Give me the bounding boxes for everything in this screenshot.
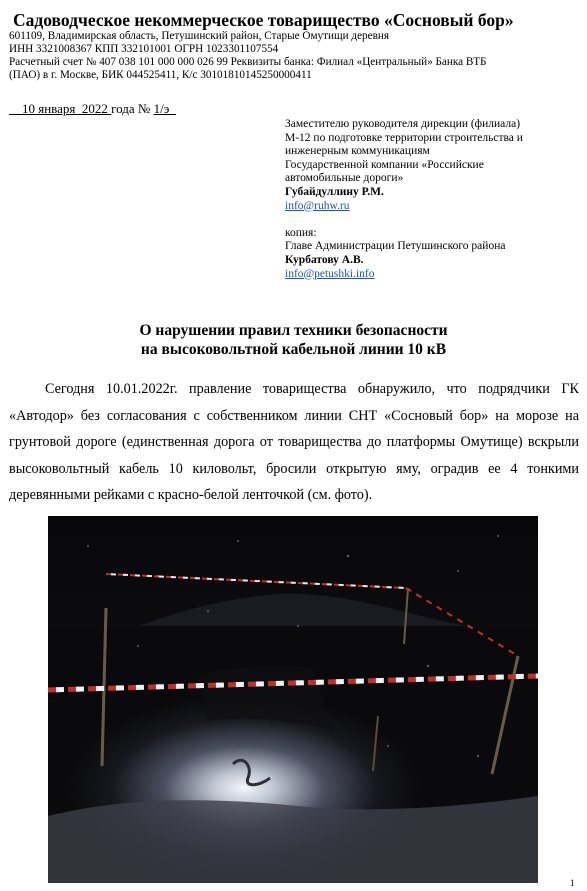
subject-line-2: на высоковольтной кабельной линии 10 кВ [140, 341, 447, 358]
addressee-line-4: Государственной компании «Российские [285, 158, 484, 171]
year-number-label: года № [111, 101, 154, 116]
letter-body-paragraph: Сегодня 10.01.2022г. правление товарищества обнаружило, что подрядчики ГК «Автодор» без согласования с собственником линии СНТ «Сосновый бор» на морозе на грунтовой дороге (единственная дорога от товарищества до платформы Омутище) вскрыли высоковольтный кабель 10 киловольт, бросили открытую яму, оградив ее 4 тонкими деревянными рейками с красно-белой ленточкой (см. фото). [9, 381, 579, 503]
organization-address: 601109, Владимирская область, Петушинский район, Старые Омутищи деревня [9, 30, 390, 42]
organization-title: Садоводческое некоммерческое товарищество «Сосновый бор» [13, 10, 514, 30]
copy-label: копия: [285, 226, 317, 239]
addressee-spacer [285, 213, 585, 227]
addressee-line-5: автомобильные дороги» [285, 172, 404, 185]
bank-details-line-1: Расчетный счет № 407 038 101 000 000 026 99 Реквизиты банка: Филиал «Центральный» Банка ВТБ [9, 56, 487, 68]
page-number: 1 [570, 878, 575, 888]
copy-recipient-line: Главе Администрации Петушинского района [285, 240, 506, 253]
addressee-name: Губайдуллину Р.М. [285, 185, 384, 198]
copy-email-link[interactable]: info@petushki.info [285, 267, 375, 280]
addressee-email-link[interactable]: info@ruhw.ru [285, 199, 350, 212]
document-number: 1/э_ [153, 101, 176, 116]
addressee-line-1: Заместителю руководителя дирекции (филиала) [285, 118, 521, 130]
night-excavation-photo [48, 516, 538, 883]
letter-subject [0, 321, 587, 359]
date-prefix: __ [9, 101, 22, 116]
document-date: 10 января_2022 [22, 101, 112, 116]
bank-details-line-2: (ПАО) в г. Москве, БИК 044525411, К/с 30101810145250000411 [9, 69, 312, 81]
addressee-line-2: М-12 по подготовке территории строительства и [285, 131, 523, 144]
addressee-line-3: инженерным коммуникациям [285, 145, 430, 158]
addressee-block [285, 118, 585, 281]
snow-foreground [48, 796, 538, 883]
organization-ids: ИНН 3321008367 КПП 332101001 ОГРН 1023301107554 [9, 43, 279, 55]
document-date-number [9, 101, 176, 117]
subject-line-1: О нарушении правил техники безопасности [139, 322, 448, 339]
copy-recipient-name: Курбатову А.В. [285, 253, 364, 266]
